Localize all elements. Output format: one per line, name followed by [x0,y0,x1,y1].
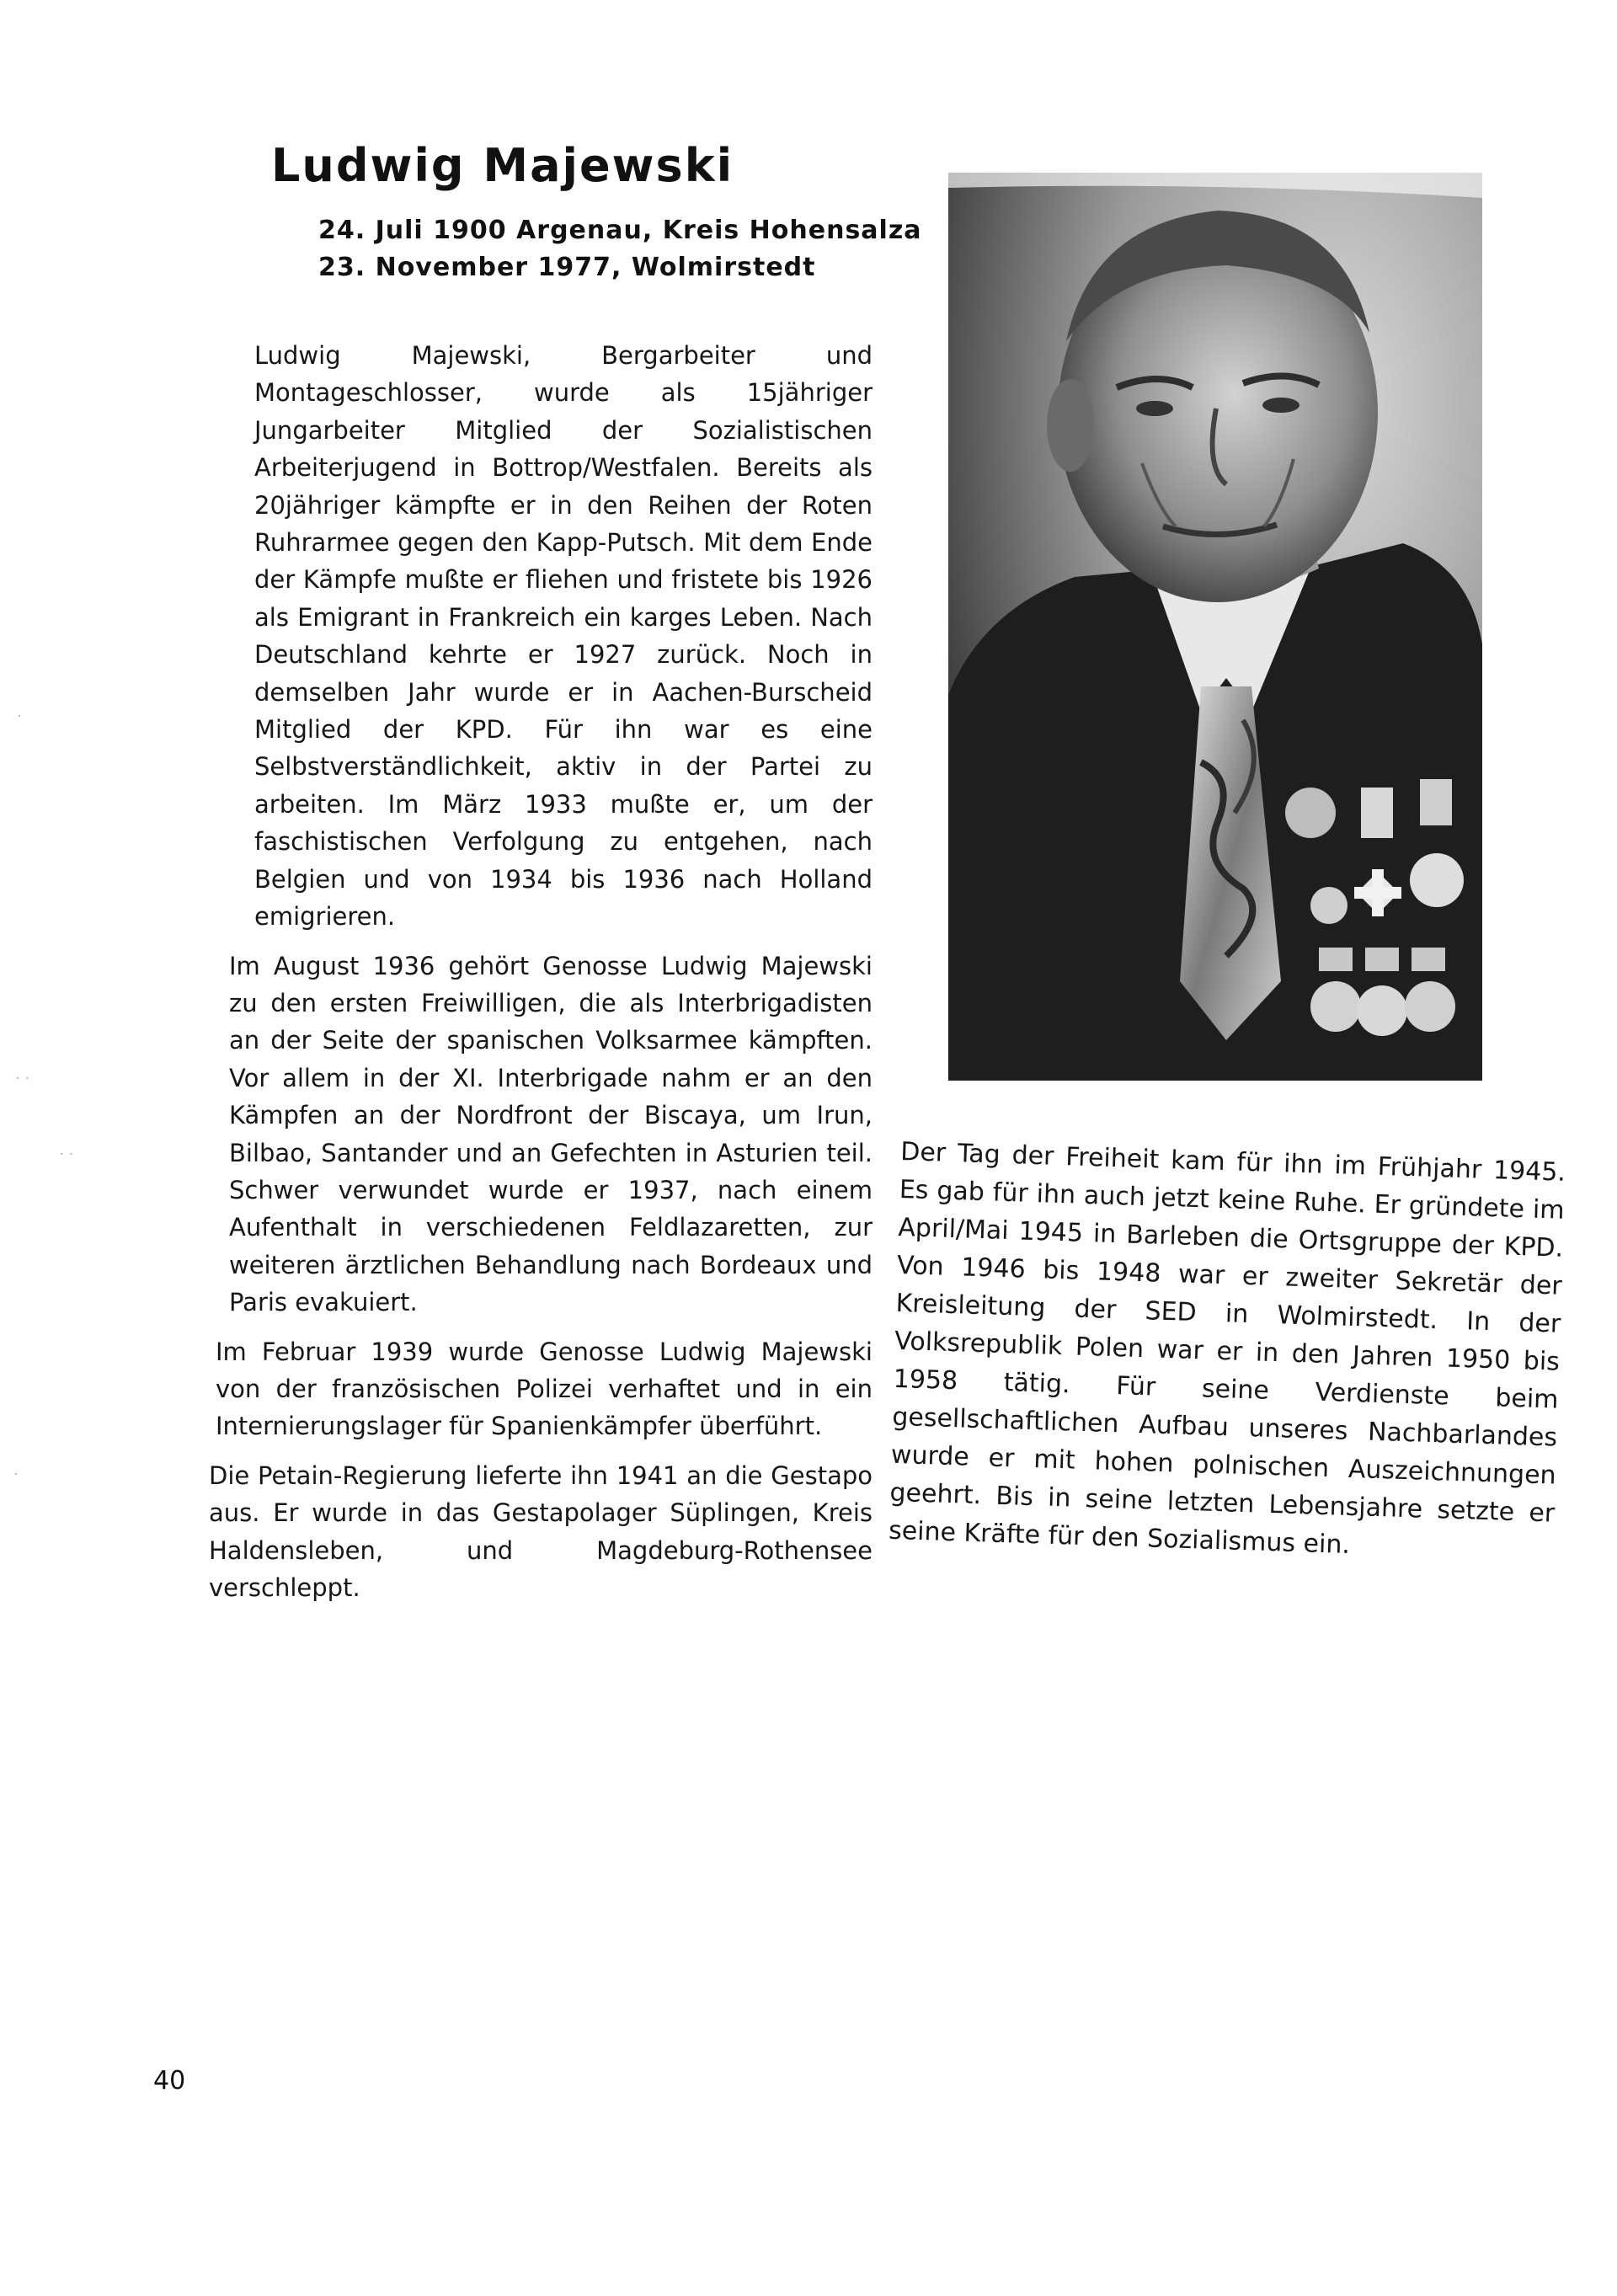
paragraph-after-war: Der Tag der Freiheit kam für ihn im Frühjahr 1945. Es gab für ihn auch jetzt keine Ruhe. Er gründete im April/Mai 1945 in Barleben die Ortsgruppe der KPD. Von 1946 bis 1948 war er zweiter Sekretär der Kreisleitung der SED in Wolmirstedt. In der Volksrepublik Polen war er in den Jahren 1950 bis 1958 tätig. Für seine Verdienste beim gesellschaftlichen Aufbau unseres Nachbarlandes wurde er mit hohen polnischen Auszeichnungen geehrt. Bis in seine letzten Lebensjahre setzte er seine Kräfte für den Sozialismus ein. [888,1136,1566,1560]
scan-artifact: · · [15,1070,30,1087]
birth-date: 24. Juli 1900 Argenau, Kreis Hohensalza [318,216,922,245]
paragraph-spain: Im August 1936 gehört Genosse Ludwig Majewski zu den ersten Freiwilligen, die als Interbrigadisten an der Seite der spanischen Volksarmee kämpften. Vor allem in der XI. Interbrigade nahm er an den Kämpfen an der Nordfront der Biscaya, um Irun, Bilbao, Santander und an Gefechten in Asturien teil. Schwer verwundet wurde er 1937, nach einem Aufenthalt in verschiedenen Feldlazaretten, zur weiteren ärztlichen Behandlung nach Bordeaux und Paris evakuiert. [229,951,873,1317]
scan-artifact: · · [59,1145,74,1163]
paragraph-gestapo: Die Petain-Regierung lieferte ihn 1941 an die Gestapo aus. Er wurde in das Gestapolager Süplingen, Kreis Haldensleben, und Magdeburg-Rothensee verschleppt. [209,1460,873,1602]
life-dates [318,212,922,286]
portrait-illustration [948,173,1482,1081]
page-number: 40 [153,2066,186,2096]
scan-artifact: · [17,707,22,725]
portrait-photo [948,173,1482,1081]
right-text-column [888,1133,1566,1571]
paragraph-early-life: Ludwig Majewski, Bergarbeiter und Montageschlosser, wurde als 15jähriger Jungarbeiter Mitglied der Sozialistischen Arbeiterjugend in Bottrop/Westfalen. Bereits als 20jähriger kämpfte er in den Reihen der Roten Ruhrarmee gegen den Kapp-Putsch. Mit dem Ende der Kämpfe mußte er fliehen und fristete bis 1926 als Emigrant in Frankreich ein karges Leben. Nach Deutschland kehrte er 1927 zurück. Noch in demselben Jahr wurde er in Aachen-Burscheid Mitglied der KPD. Für ihn war es eine Selbstverständlichkeit, aktiv in der Partei zu arbeiten. Im März 1933 mußte er, um der faschistischen Verfolgung zu entgehen, nach Belgien und von 1934 bis 1936 nach Holland emigrieren. [254,341,873,932]
paragraph-internment: Im Februar 1939 wurde Genosse Ludwig Majewski von der französischen Polizei verhaftet und in ein Internierungslager für Spanienkämpfer überführt. [216,1337,873,1441]
page-title: Ludwig Majewski [271,139,734,192]
death-date: 23. November 1977, Wolmirstedt [318,253,816,282]
scan-artifact: · [13,1466,19,1483]
left-text-column [202,337,873,1606]
